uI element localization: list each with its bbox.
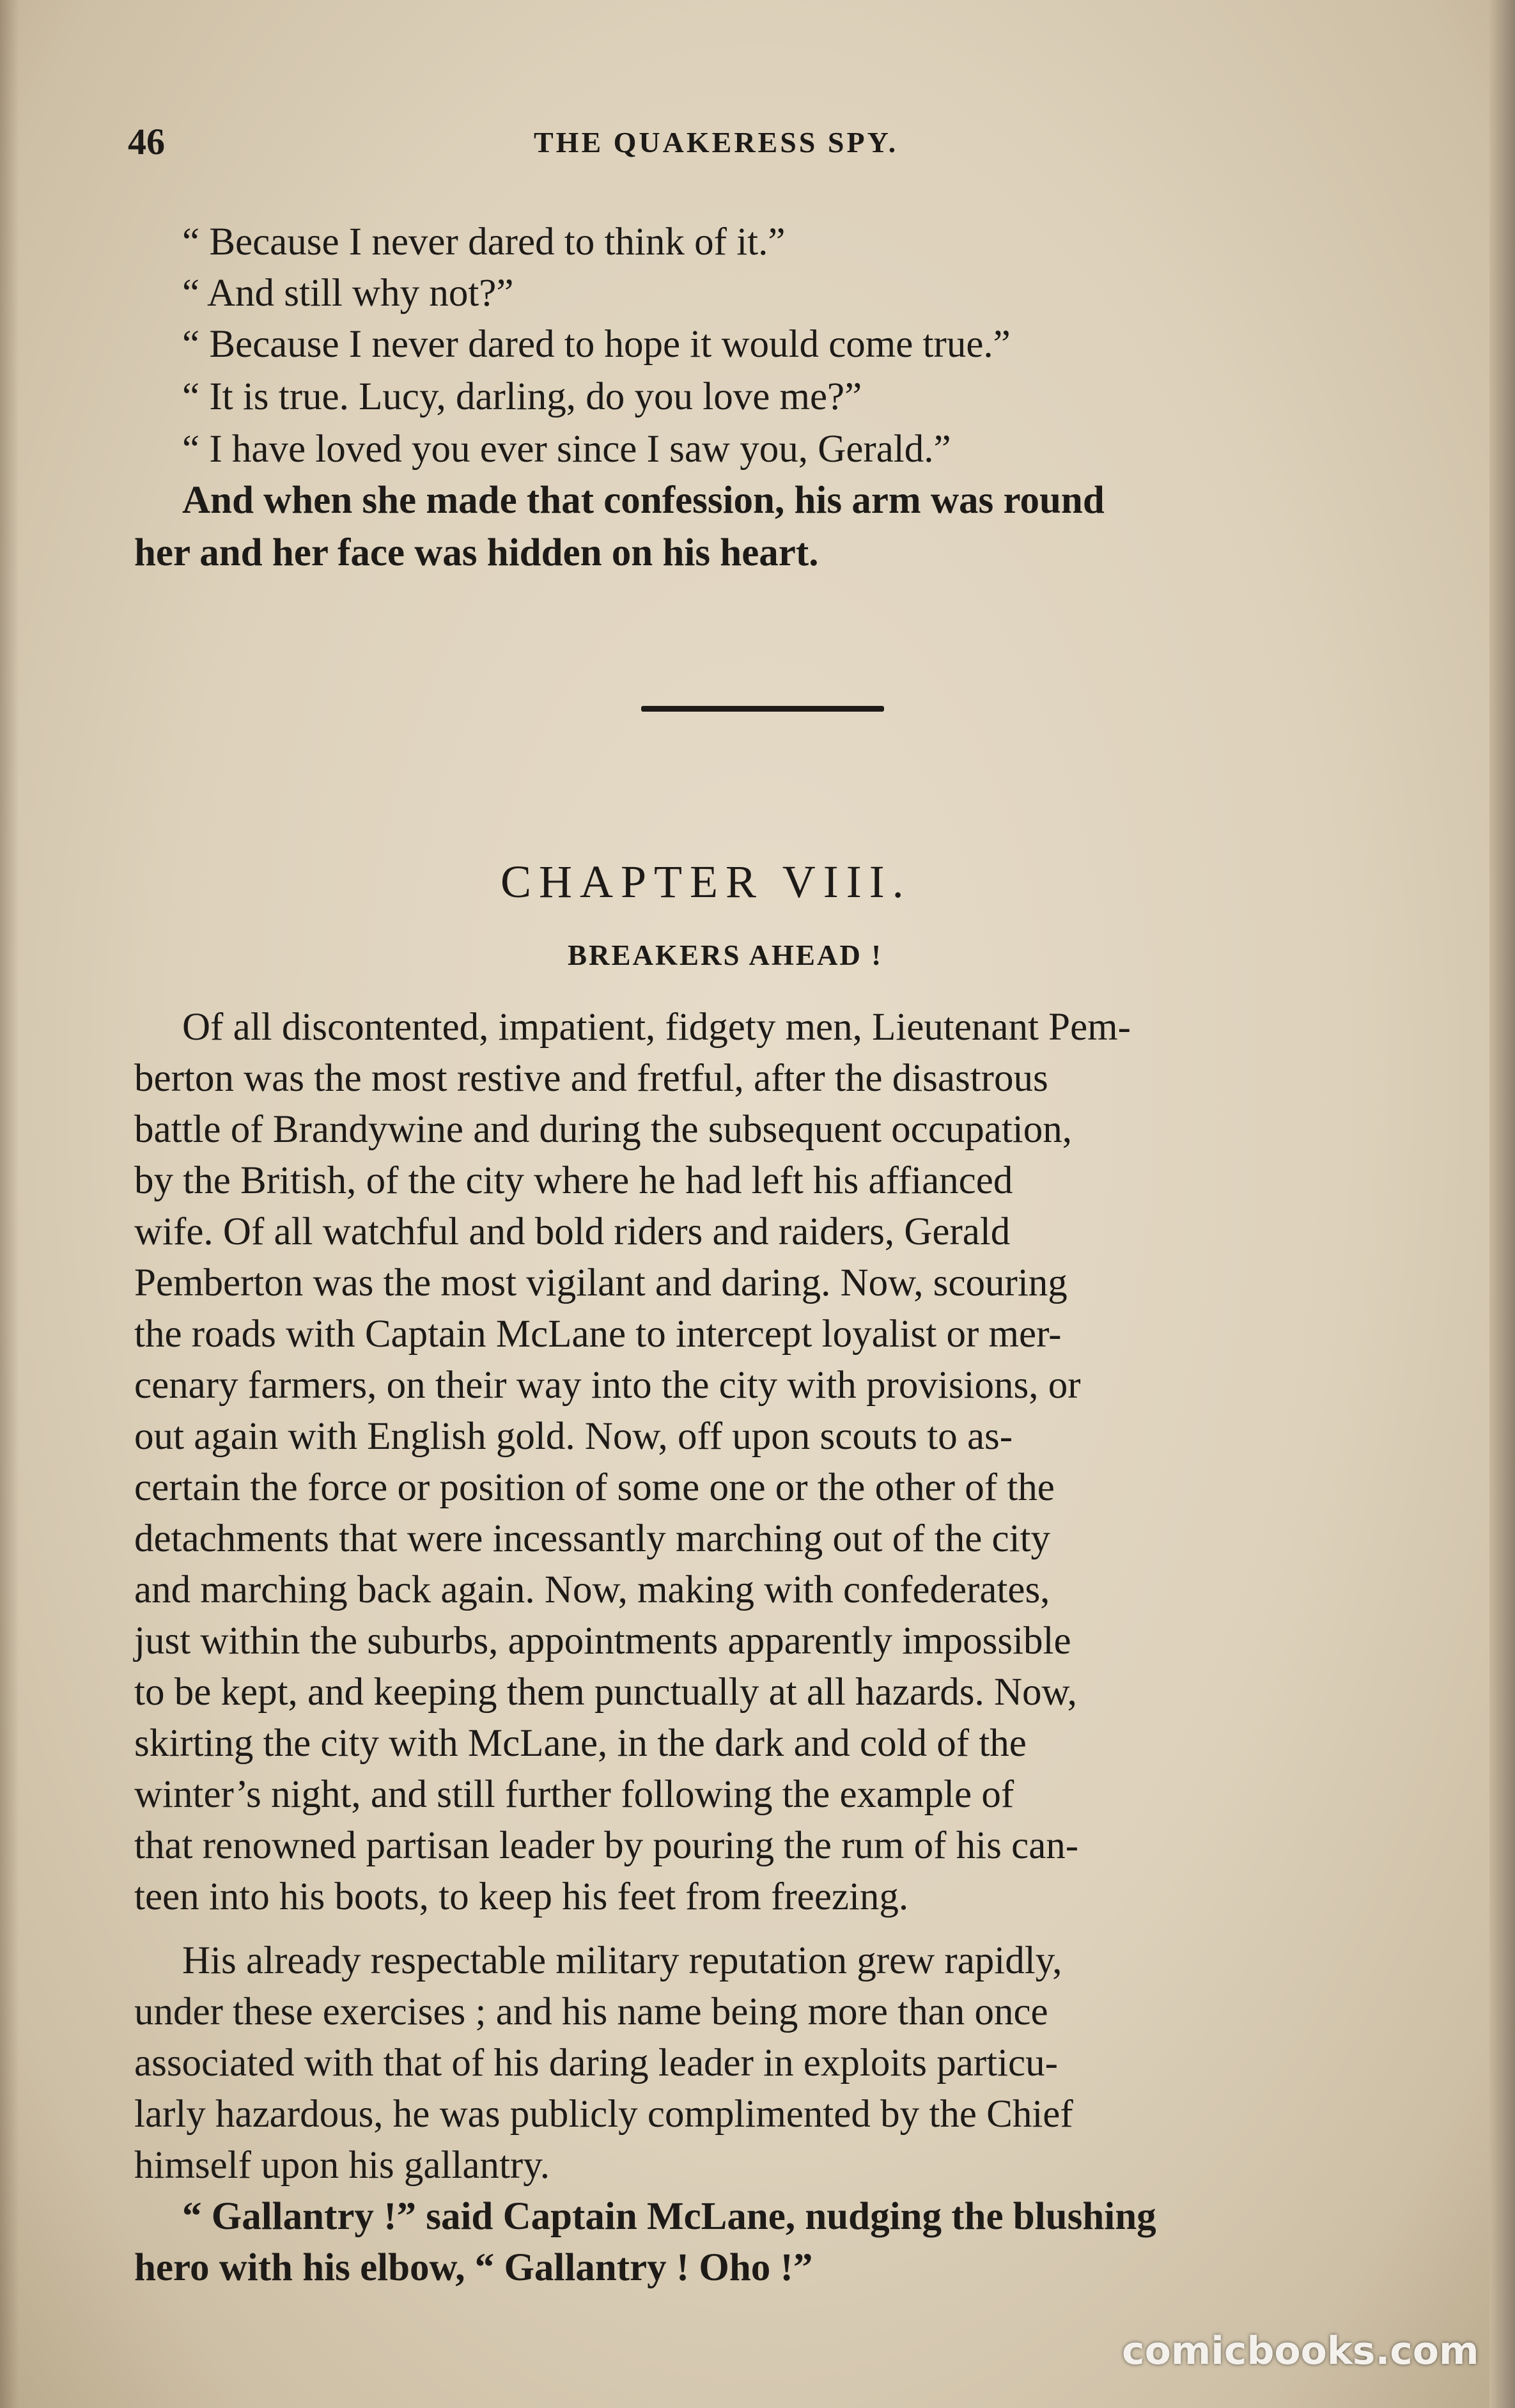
page-edge-right bbox=[1489, 0, 1515, 2408]
text-line: And when she made that confession, his arm was round bbox=[182, 479, 1105, 522]
chapter-title: CHAPTER VIII. bbox=[501, 856, 912, 907]
text-line: wife. Of all watchful and bold riders and raiders, Gerald bbox=[134, 1210, 1011, 1253]
text-line: detachments that were incessantly marching out of the city bbox=[134, 1517, 1051, 1560]
text-line: and marching back again. Now, making with confederates, bbox=[134, 1568, 1050, 1611]
running-head: THE QUAKERESS SPY. bbox=[534, 126, 899, 159]
text-line: by the British, of the city where he had left his affianced bbox=[134, 1159, 1013, 1202]
text-line: under these exercises ; and his name being more than once bbox=[134, 1990, 1048, 2033]
text-line: hero with his elbow, “ Gallantry ! Oho !” bbox=[134, 2246, 813, 2289]
dialogue-line: “ Because I never dared to hope it would come true.” bbox=[182, 323, 1011, 366]
dialogue-line: “ I have loved you ever since I saw you, Gerald.” bbox=[182, 428, 951, 471]
dialogue-line: “ And still why not?” bbox=[182, 272, 514, 315]
dialogue-line: “ It is true. Lucy, darling, do you love me?” bbox=[182, 375, 862, 418]
text-line: winter’s night, and still further following the example of bbox=[134, 1773, 1014, 1816]
text-line: battle of Brandywine and during the subsequent occupation, bbox=[134, 1108, 1073, 1151]
watermark: comicbooks.com bbox=[1122, 2329, 1479, 2373]
text-line: associated with that of his daring leader in exploits particu- bbox=[134, 2042, 1058, 2084]
text-line: Of all discontented, impatient, fidgety men, Lieutenant Pem- bbox=[182, 1006, 1131, 1049]
text-line: Pemberton was the most vigilant and daring. Now, scouring bbox=[134, 1262, 1068, 1304]
chapter-subtitle: BREAKERS AHEAD ! bbox=[568, 939, 883, 971]
text-line: himself upon his gallantry. bbox=[134, 2144, 550, 2187]
text-line: out again with English gold. Now, off upon scouts to as- bbox=[134, 1415, 1013, 1458]
text-line: teen into his boots, to keep his feet from freezing. bbox=[134, 1875, 909, 1918]
text-line: certain the force or position of some one or the other of the bbox=[134, 1466, 1055, 1509]
text-line: “ Gallantry !” said Captain McLane, nudging the blushing bbox=[182, 2195, 1156, 2238]
dialogue-line: “ Because I never dared to think of it.” bbox=[182, 221, 786, 263]
text-line: the roads with Captain McLane to intercept loyalist or mer- bbox=[134, 1313, 1062, 1356]
text-line: her and her face was hidden on his heart. bbox=[134, 531, 819, 574]
text-line: to be kept, and keeping them punctually at all hazards. Now, bbox=[134, 1671, 1077, 1714]
text-line: His already respectable military reputation grew rapidly, bbox=[182, 1939, 1062, 1982]
section-divider bbox=[641, 706, 884, 712]
text-line: larly hazardous, he was publicly complimented by the Chief bbox=[134, 2093, 1073, 2136]
page-number: 46 bbox=[128, 121, 165, 162]
text-line: that renowned partisan leader by pouring the rum of his can- bbox=[134, 1824, 1079, 1867]
page-header bbox=[128, 120, 1381, 165]
page-shadow-left bbox=[0, 0, 19, 2408]
text-line: cenary farmers, on their way into the city with provisions, or bbox=[134, 1364, 1081, 1407]
text-line: just within the suburbs, appointments apparently impossible bbox=[134, 1620, 1071, 1662]
text-line: berton was the most restive and fretful, after the disastrous bbox=[134, 1057, 1048, 1100]
text-line: skirting the city with McLane, in the dark and cold of the bbox=[134, 1722, 1027, 1765]
